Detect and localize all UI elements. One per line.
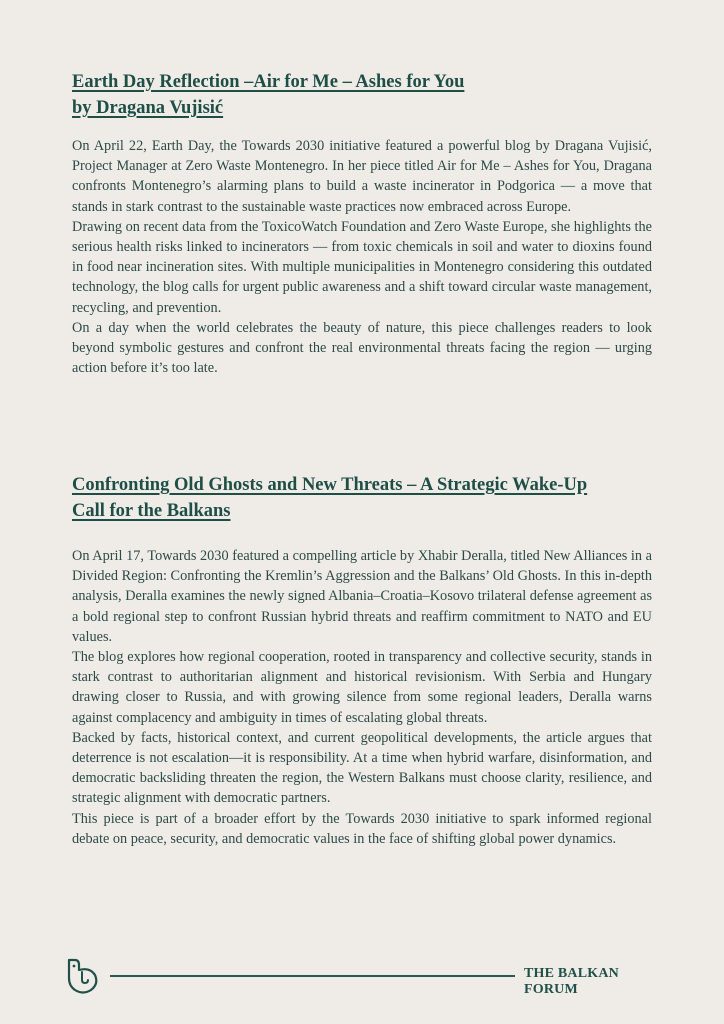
article-2-title-line-2: Call for the Balkans (72, 501, 231, 521)
page-footer (66, 958, 676, 998)
footer-divider (110, 975, 515, 977)
article-1-title-line-2: by Dragana Vujisić (72, 98, 224, 118)
article-1-paragraph: On a day when the world celebrates the beauty of nature, this piece challenges readers to look beyond symbolic gestures and confront the real environmental threats facing the region — urging action before it’s too late. (72, 319, 652, 377)
article-1-title[interactable] (72, 69, 464, 121)
article-2-paragraph: The blog explores how regional cooperation, rooted in transparency and collective security, stands in stark contrast to authoritarian alignment and historical revisionism. With Serbia and Hungary drawing closer to Russia, and with growing silence from some regional leaders, Deralla warns against complacency and ambiguity in times of escalating global threats. (72, 649, 652, 726)
balkan-forum-logo-icon (66, 958, 100, 994)
footer-brand: THE BALKAN FORUM (524, 966, 619, 997)
article-1-body (72, 136, 652, 378)
article-2-paragraph: Backed by facts, historical context, and current geopolitical developments, the article argues that deterrence is not escalation—it is responsibility. At a time when hybrid warfare, disinformation, and democratic backsliding threaten the region, the Western Balkans must choose clarity, resilience, and strategic alignment with democratic partners. (72, 729, 652, 807)
article-2-paragraph: On April 17, Towards 2030 featured a compelling article by Xhabir Deralla, titled New Alliances in a Divided Region: Confronting the Kremlin’s Aggression and the Balkans’ Old Ghosts. In this in-depth analysis, Deralla examines the newly signed Albania–Croatia–Kosovo trilateral defense agreement as a bold regional step to confront Russian hybrid threats and reaffirm commitment to NATO and EU values. (72, 548, 653, 645)
article-2-paragraph: This piece is part of a broader effort by the Towards 2030 initiative to spark informed regional debate on peace, security, and democratic values in the face of shifting global power dynamics. (72, 810, 652, 847)
article-1-paragraph: Drawing on recent data from the ToxicoWatch Foundation and Zero Waste Europe, she highlights the serious health risks linked to incinerators — from toxic chemicals in soil and water to dioxins found in food near incineration sites. With multiple municipalities in Montenegro considering this outdated technology, the blog calls for urgent public awareness and a shift toward circular waste management, recycling, and prevention. (72, 218, 652, 316)
article-1-paragraph: On April 22, Earth Day, the Towards 2030 initiative featured a powerful blog by Dragana Vujisić, Project Manager at Zero Waste Montenegro. In her piece titled Air for Me – Ashes for You, Dragana confronts Montenegro’s alarming plans to build a waste incinerator in Podgorica — a move that stands in stark contrast to the sustainable waste practices now embraced across Europe. (72, 138, 652, 215)
article-1-title-line-1: Earth Day Reflection –Air for Me – Ashes for You (72, 72, 465, 92)
article-2-body (72, 546, 652, 849)
article-2-title-line-1: Confronting Old Ghosts and New Threats – A Strategic Wake-Up (72, 475, 588, 495)
article-2-title[interactable] (72, 472, 587, 524)
